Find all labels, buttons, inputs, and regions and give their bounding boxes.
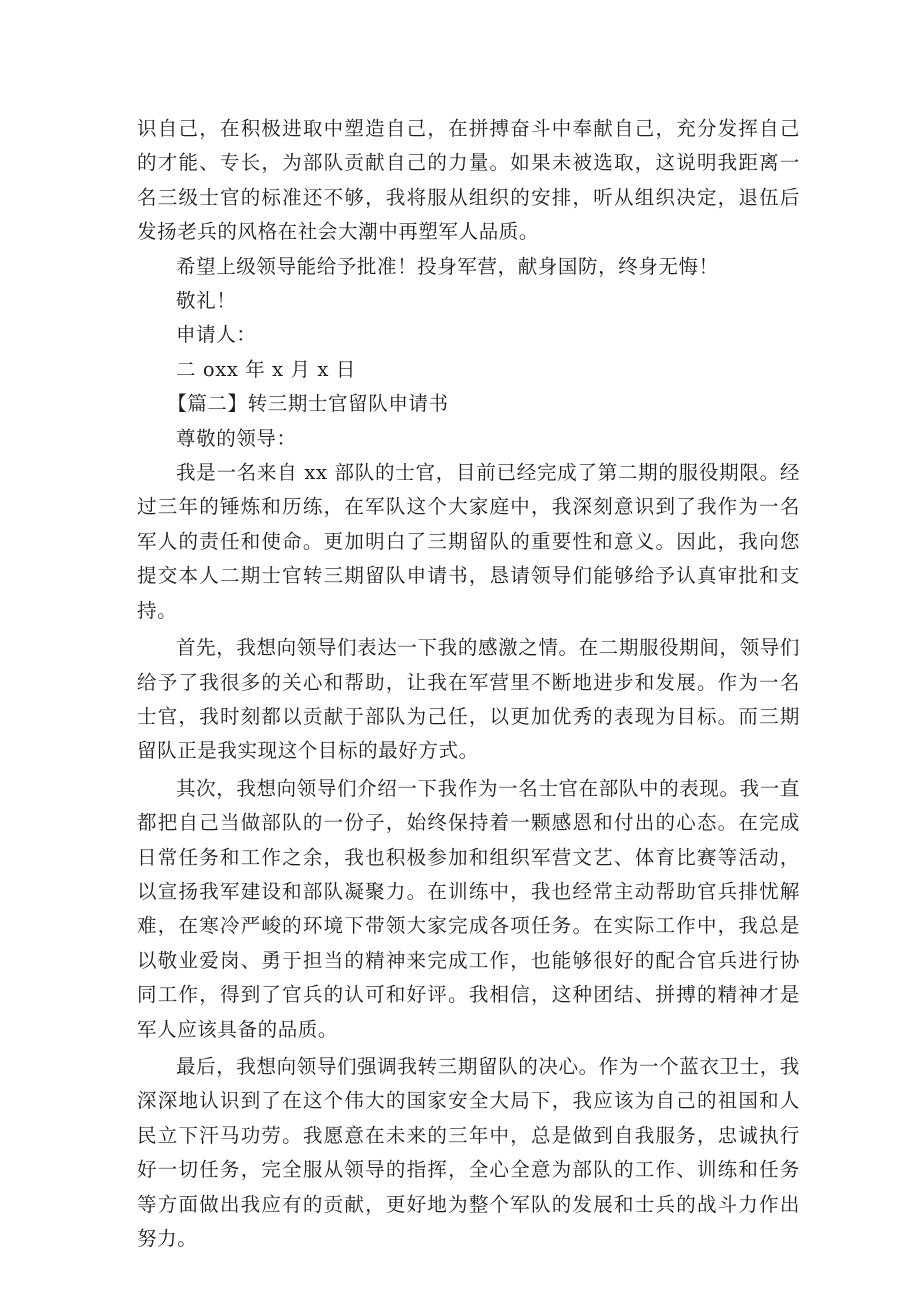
paragraph-hope: 希望上级领导能给予批准！投身军营，献身国防，终身无悔！ [176,254,719,278]
applicant-label: 申请人： [176,323,257,347]
paragraph-intro: 我是一名来自 xx 部队的士官，目前已经完成了第二期的服役期限。经过三年的锤炼和历练，在军队这个大家庭中，我深刻意识到了我作为一名军人的责任和使命。更加明白了三期留队的重要性和意义。因此，我向您提交本人二期士官转三期留队申请书，恳请领导们能够给予认真审批和支持。 [137,461,800,622]
document-body [137,112,800,1256]
section-title: 【篇二】转三期士官留队申请书 [167,392,449,416]
date-line: 二 oxx 年 x 月 x 日 [176,357,356,381]
paragraph-second: 其次，我想向领导们介绍一下我作为一名士官在部队中的表现。我一直都把自己当做部队的一份子，始终保持着一颗感恩和付出的心态。在完成日常任务和工作之余，我也积极参加和组织军营文艺、体育比赛等活动，以宣扬我军建设和部队凝聚力。在训练中，我也经常主动帮助官兵排忧解难，在寒冷严峻的环境下带领大家完成各项任务。在实际工作中，我总是以敬业爱岗、勇于担当的精神来完成工作，也能够很好的配合官兵进行协同工作，得到了官兵的认可和好评。我相信，这种团结、拼搏的精神才是军人应该具备的品质。 [137,776,800,1041]
paragraph-continuation: 识自己，在积极进取中塑造自己，在拼搏奋斗中奉献自己，充分发挥自己的才能、专长，为部队贡献自己的力量。如果未被选取，这说明我距离一名三级士官的标准还不够，我将服从组织的安排，听从组织决定，退伍后发扬老兵的风格在社会大潮中再塑军人品质。 [137,117,800,244]
greeting: 尊敬的领导： [176,426,297,450]
paragraph-first: 首先，我想向领导们表达一下我的感激之情。在二期服役期间，领导们给予了我很多的关心和帮助，让我在军营里不断地进步和发展。作为一名士官，我时刻都以贡献于部队为己任，以更加优秀的表现为目标。而三期留队正是我实现这个目标的最好方式。 [137,636,800,763]
paragraph-last: 最后，我想向领导们强调我转三期留队的决心。作为一个蓝衣卫士，我深深地认识到了在这个伟大的国家安全大局下，我应该为自己的祖国和人民立下汗马功劳。我愿意在未来的三年中，总是做到自我服务，忠诚执行好一切任务，完全服从领导的指挥，全心全意为部队的工作、训练和任务等方面做出我应有的贡献，更好地为整个军队的发展和士兵的战斗力作出努力。 [137,1054,800,1250]
salutation-closing: 敬礼！ [176,289,237,313]
